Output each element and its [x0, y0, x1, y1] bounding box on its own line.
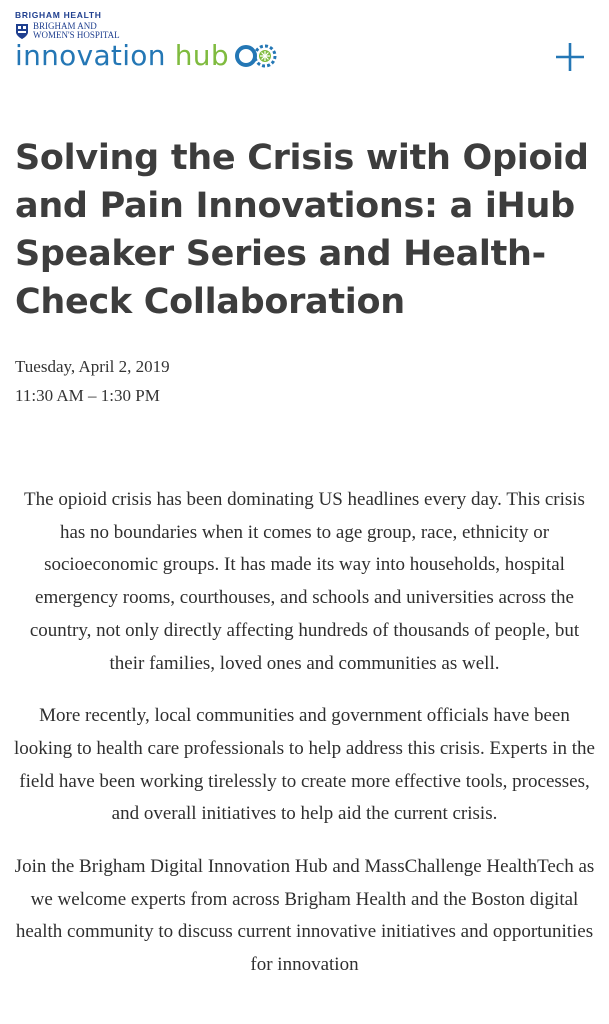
- hub-wordmark: [15, 41, 282, 71]
- plus-icon: [556, 43, 584, 71]
- shield-icon: [15, 23, 29, 40]
- event-date: Tuesday, April 2, 2019: [15, 357, 170, 376]
- hub-rings-icon: [232, 41, 282, 71]
- hospital-line-1: BRIGHAM AND: [33, 21, 97, 31]
- description-paragraph-3: Join the Brigham Digital Innovation Hub and MassChallenge HealthTech as we welcome experts from across Brigham Health and the Boston digital health community to discuss current innovative initiatives and opportunities for innovation: [14, 856, 595, 976]
- description-paragraph-1: The opioid crisis has been dominating US headlines every day. This crisis has no boundaries when it comes to age group, race, ethnicity or socioeconomic groups. It has made its way into households, hospital emergency rooms, courthouses, and schools and universities across the country, not only directly affecting hundreds of thousands of people, but their families, loved ones and communities as well.: [24, 489, 585, 674]
- innovation-hub-logo[interactable]: [15, 10, 282, 71]
- hospital-row: [15, 22, 282, 40]
- event-title: Solving the Crisis with Opioid and Pain Innovations: a iHub Speaker Series and Health-Check Collaboration: [15, 138, 589, 322]
- hospital-line-2: WOMEN'S HOSPITAL: [33, 30, 120, 40]
- hospital-name: [33, 22, 120, 40]
- brigham-health-label: BRIGHAM HEALTH: [15, 10, 102, 20]
- hub-word-innovation: innovation: [15, 39, 166, 72]
- menu-expand-button[interactable]: [553, 40, 587, 74]
- description-paragraph-2: More recently, local communities and government officials have been looking to health care professionals to help address this crisis. Experts in the field have been working tirelessly to create more effective tools, processes, and overall initiatives to help aid the current crisis.: [14, 705, 595, 825]
- event-time: 11:30 AM – 1:30 PM: [15, 386, 160, 405]
- event-description: [12, 484, 597, 1002]
- event-datetime: [15, 352, 170, 410]
- hub-word-hub: hub: [174, 39, 229, 72]
- site-header: [0, 0, 609, 100]
